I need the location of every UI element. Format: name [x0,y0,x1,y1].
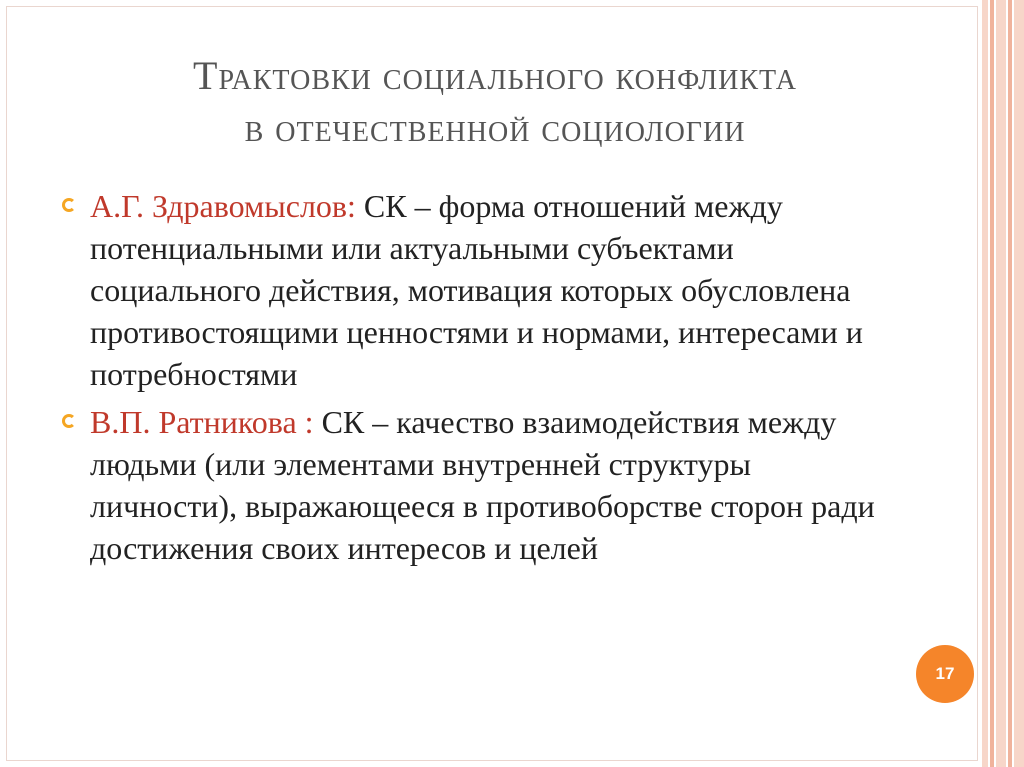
slide-content [62,185,892,575]
slide-title [60,50,930,154]
stripe [1014,0,1024,767]
bullet-text: СК – качество взаимодействия между людьми (или элементами внутренней структуры личности), выражающееся в противоборстве сторон ради достижения своих интересов и целей [90,404,875,566]
bullet-author: В.П. Ратникова : [90,404,314,440]
ring-bullet-icon [62,414,76,428]
title-line-2: в отечественной социологии [244,105,746,150]
decorative-stripes [982,0,1024,767]
ring-bullet-icon [62,198,76,212]
stripe [990,0,994,767]
bullet-author: А.Г. Здравомыслов: [90,188,356,224]
page-number-badge: 17 [916,645,974,703]
stripe [996,0,1006,767]
stripe [1008,0,1012,767]
stripe [982,0,988,767]
title-line-1: Трактовки социального конфликта [193,53,797,98]
bullet-item [62,185,892,395]
bullet-text: СК – форма отношений между потенциальными или актуальными субъектами социального действия, мотивация которых обусловлена противостоящими ценностями и нормами, интересами и потребностями [90,188,863,392]
bullet-item [62,401,892,569]
